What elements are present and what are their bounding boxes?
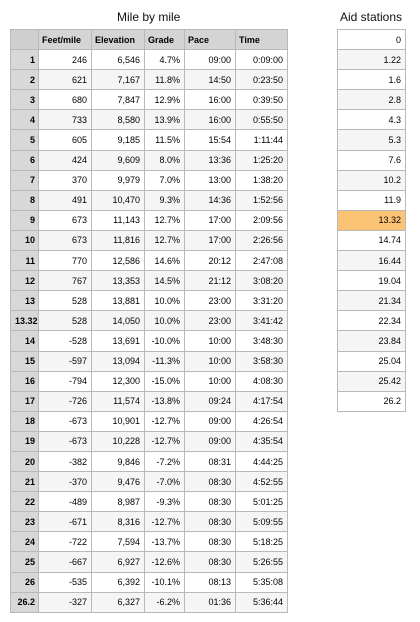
row-header-mile[interactable]: 4 — [11, 110, 39, 130]
table-row — [11, 351, 288, 371]
cell-grade[interactable]: -10.1% — [145, 572, 185, 592]
table-row — [11, 251, 288, 271]
cell-grade[interactable]: -12.6% — [145, 552, 185, 572]
row-header-mile[interactable]: 11 — [11, 251, 39, 271]
table-row — [11, 150, 288, 170]
cell-grade[interactable]: 10.0% — [145, 291, 185, 311]
column-header-elevation[interactable]: Elevation — [92, 30, 145, 50]
cell-feet-per-mile[interactable]: -673 — [39, 411, 92, 431]
cell-pace[interactable]: 13:00 — [185, 170, 236, 190]
cell-grade[interactable]: -7.2% — [145, 451, 185, 471]
header-row — [11, 30, 288, 50]
cell-elevation[interactable]: 8,580 — [92, 110, 145, 130]
cell-feet-per-mile[interactable]: -671 — [39, 512, 92, 532]
aid-station-mile-cell[interactable]: 4.3 — [338, 110, 406, 130]
cell-pace[interactable]: 09:00 — [185, 50, 236, 70]
cell-pace[interactable]: 17:00 — [185, 230, 236, 250]
table-row — [11, 512, 288, 532]
cell-grade[interactable]: 9.3% — [145, 190, 185, 210]
cell-time[interactable]: 5:01:25 — [236, 492, 288, 512]
cell-feet-per-mile[interactable]: 370 — [39, 170, 92, 190]
table-row — [11, 130, 288, 150]
cell-grade[interactable]: 14.6% — [145, 251, 185, 271]
column-header-pace[interactable]: Pace — [185, 30, 236, 50]
aid-station-row — [338, 371, 406, 391]
row-header-mile[interactable]: 7 — [11, 170, 39, 190]
aid-station-mile-cell[interactable]: 7.6 — [338, 150, 406, 170]
cell-time[interactable]: 5:36:44 — [236, 592, 288, 612]
aid-station-row — [338, 130, 406, 150]
cell-pace[interactable]: 17:00 — [185, 210, 236, 230]
aid-station-mile-cell[interactable]: 22.34 — [338, 311, 406, 331]
cell-elevation[interactable]: 9,185 — [92, 130, 145, 150]
aid-station-row — [338, 110, 406, 130]
cell-feet-per-mile[interactable]: 770 — [39, 251, 92, 271]
cell-elevation[interactable]: 9,846 — [92, 451, 145, 471]
table-row — [11, 271, 288, 291]
cell-elevation[interactable]: 9,979 — [92, 170, 145, 190]
cell-pace[interactable]: 14:36 — [185, 190, 236, 210]
cell-feet-per-mile[interactable]: -673 — [39, 431, 92, 451]
table-row — [11, 230, 288, 250]
cell-pace[interactable]: 23:00 — [185, 311, 236, 331]
cell-grade[interactable]: 12.7% — [145, 230, 185, 250]
cell-grade[interactable]: -13.7% — [145, 532, 185, 552]
cell-elevation[interactable]: 6,927 — [92, 552, 145, 572]
cell-time[interactable]: 2:47:08 — [236, 251, 288, 271]
cell-grade[interactable]: 13.9% — [145, 110, 185, 130]
cell-elevation[interactable]: 6,546 — [92, 50, 145, 70]
aid-station-row — [338, 351, 406, 371]
aid-station-mile-cell[interactable]: 14.74 — [338, 230, 406, 250]
cell-grade[interactable]: -11.3% — [145, 351, 185, 371]
aid-station-row — [338, 30, 406, 50]
cell-pace[interactable]: 10:00 — [185, 331, 236, 351]
aid-station-row — [338, 311, 406, 331]
cell-pace[interactable]: 09:24 — [185, 391, 236, 411]
cell-pace[interactable]: 21:12 — [185, 271, 236, 291]
aid-station-mile-cell[interactable]: 5.3 — [338, 130, 406, 150]
cell-elevation[interactable]: 6,327 — [92, 592, 145, 612]
table-row — [11, 110, 288, 130]
cell-elevation[interactable]: 7,847 — [92, 90, 145, 110]
cell-time[interactable]: 3:08:20 — [236, 271, 288, 291]
cell-elevation[interactable]: 12,586 — [92, 251, 145, 271]
table-row — [11, 391, 288, 411]
cell-time[interactable]: 4:08:30 — [236, 371, 288, 391]
row-header-mile[interactable]: 13 — [11, 291, 39, 311]
cell-time[interactable]: 5:09:55 — [236, 512, 288, 532]
cell-feet-per-mile[interactable]: -794 — [39, 371, 92, 391]
table-row — [11, 572, 288, 592]
aid-station-row — [338, 331, 406, 351]
cell-elevation[interactable]: 12,300 — [92, 371, 145, 391]
aid-station-mile-cell[interactable]: 23.84 — [338, 331, 406, 351]
cell-time[interactable]: 3:48:30 — [236, 331, 288, 351]
aid-station-row — [338, 251, 406, 271]
cell-time[interactable]: 4:17:54 — [236, 391, 288, 411]
row-header-mile[interactable]: 18 — [11, 411, 39, 431]
table-row — [11, 371, 288, 391]
row-header-mile[interactable]: 21 — [11, 472, 39, 492]
cell-elevation[interactable]: 13,881 — [92, 291, 145, 311]
cell-pace[interactable]: 08:30 — [185, 552, 236, 572]
cell-grade[interactable]: 10.0% — [145, 311, 185, 331]
cell-time[interactable]: 1:25:20 — [236, 150, 288, 170]
table-row — [11, 592, 288, 612]
cell-pace[interactable]: 08:13 — [185, 572, 236, 592]
cell-elevation[interactable]: 9,476 — [92, 472, 145, 492]
table-row — [11, 492, 288, 512]
row-header-mile[interactable]: 26 — [11, 572, 39, 592]
row-header-mile[interactable]: 1 — [11, 50, 39, 70]
cell-elevation[interactable]: 10,228 — [92, 431, 145, 451]
cell-feet-per-mile[interactable]: 491 — [39, 190, 92, 210]
cell-feet-per-mile[interactable]: 621 — [39, 70, 92, 90]
cell-pace[interactable]: 09:00 — [185, 431, 236, 451]
aid-station-mile-cell[interactable]: 10.2 — [338, 170, 406, 190]
table-row — [11, 70, 288, 90]
cell-feet-per-mile[interactable]: -722 — [39, 532, 92, 552]
table-row — [11, 50, 288, 70]
cell-time[interactable]: 3:58:30 — [236, 351, 288, 371]
cell-elevation[interactable]: 6,392 — [92, 572, 145, 592]
cell-grade[interactable]: -10.0% — [145, 331, 185, 351]
cell-grade[interactable]: -6.2% — [145, 592, 185, 612]
cell-grade[interactable]: -7.0% — [145, 472, 185, 492]
cell-feet-per-mile[interactable]: 673 — [39, 210, 92, 230]
cell-grade[interactable]: 14.5% — [145, 271, 185, 291]
cell-elevation[interactable]: 9,609 — [92, 150, 145, 170]
cell-pace[interactable]: 01:36 — [185, 592, 236, 612]
cell-feet-per-mile[interactable]: 673 — [39, 230, 92, 250]
aid-station-mile-cell[interactable]: 25.42 — [338, 371, 406, 391]
table-row — [11, 210, 288, 230]
aid-stations-table — [337, 29, 406, 412]
cell-feet-per-mile[interactable]: -528 — [39, 331, 92, 351]
cell-pace[interactable]: 14:50 — [185, 70, 236, 90]
column-header-grade[interactable]: Grade — [145, 30, 185, 50]
row-header-mile[interactable]: 23 — [11, 512, 39, 532]
row-header-mile[interactable]: 19 — [11, 431, 39, 451]
aid-station-mile-cell[interactable]: 1.6 — [338, 70, 406, 90]
row-header-mile[interactable]: 10 — [11, 230, 39, 250]
cell-time[interactable]: 3:31:20 — [236, 291, 288, 311]
cell-time[interactable]: 0:39:50 — [236, 90, 288, 110]
cell-elevation[interactable]: 8,987 — [92, 492, 145, 512]
cell-elevation[interactable]: 10,470 — [92, 190, 145, 210]
cell-elevation[interactable]: 11,574 — [92, 391, 145, 411]
row-header-mile[interactable]: 3 — [11, 90, 39, 110]
cell-pace[interactable]: 08:30 — [185, 532, 236, 552]
aid-station-row — [338, 291, 406, 311]
row-header-mile[interactable]: 16 — [11, 371, 39, 391]
cell-pace[interactable]: 20:12 — [185, 251, 236, 271]
table-row — [11, 532, 288, 552]
cell-elevation[interactable]: 13,094 — [92, 351, 145, 371]
cell-time[interactable]: 0:09:00 — [236, 50, 288, 70]
cell-elevation[interactable]: 14,050 — [92, 311, 145, 331]
cell-time[interactable]: 5:26:55 — [236, 552, 288, 572]
cell-feet-per-mile[interactable]: 528 — [39, 311, 92, 331]
table-row — [11, 311, 288, 331]
cell-time[interactable]: 5:18:25 — [236, 532, 288, 552]
cell-time[interactable]: 1:11:44 — [236, 130, 288, 150]
corner-cell[interactable] — [11, 30, 39, 50]
cell-grade[interactable]: -12.7% — [145, 512, 185, 532]
column-header-feet-per-mile[interactable]: Feet/mile — [39, 30, 92, 50]
table-row — [11, 170, 288, 190]
cell-pace[interactable]: 08:30 — [185, 492, 236, 512]
row-header-mile[interactable]: 2 — [11, 70, 39, 90]
cell-feet-per-mile[interactable]: -327 — [39, 592, 92, 612]
cell-elevation[interactable]: 7,594 — [92, 532, 145, 552]
cell-feet-per-mile[interactable]: -489 — [39, 492, 92, 512]
cell-elevation[interactable]: 13,691 — [92, 331, 145, 351]
cell-time[interactable]: 4:44:25 — [236, 451, 288, 471]
cell-pace[interactable]: 08:30 — [185, 472, 236, 492]
aid-station-row — [338, 190, 406, 210]
aid-station-row — [338, 271, 406, 291]
cell-feet-per-mile[interactable]: -535 — [39, 572, 92, 592]
cell-feet-per-mile[interactable]: 733 — [39, 110, 92, 130]
aid-station-mile-cell[interactable]: 2.8 — [338, 90, 406, 110]
cell-elevation[interactable]: 8,316 — [92, 512, 145, 532]
cell-pace[interactable]: 10:00 — [185, 351, 236, 371]
cell-pace[interactable]: 16:00 — [185, 110, 236, 130]
cell-time[interactable]: 3:41:42 — [236, 311, 288, 331]
row-header-mile[interactable]: 12 — [11, 271, 39, 291]
table-row — [11, 291, 288, 311]
cell-grade[interactable]: 11.5% — [145, 130, 185, 150]
aid-stations-title: Aid stations — [340, 10, 403, 24]
aid-station-row — [338, 230, 406, 250]
table-row — [11, 90, 288, 110]
cell-feet-per-mile[interactable]: 767 — [39, 271, 92, 291]
aid-station-row — [338, 210, 406, 230]
aid-station-mile-cell[interactable]: 26.2 — [338, 391, 406, 411]
cell-grade[interactable]: 12.7% — [145, 210, 185, 230]
row-header-mile[interactable]: 22 — [11, 492, 39, 512]
cell-elevation[interactable]: 7,167 — [92, 70, 145, 90]
cell-grade[interactable]: 7.0% — [145, 170, 185, 190]
cell-time[interactable]: 4:52:55 — [236, 472, 288, 492]
cell-elevation[interactable]: 10,901 — [92, 411, 145, 431]
table-row — [11, 411, 288, 431]
row-header-mile[interactable]: 8 — [11, 190, 39, 210]
cell-pace[interactable]: 23:00 — [185, 291, 236, 311]
cell-grade[interactable]: 4.7% — [145, 50, 185, 70]
mile-by-mile-table — [10, 29, 288, 613]
row-header-mile[interactable]: 13.32 — [11, 311, 39, 331]
cell-feet-per-mile[interactable]: 605 — [39, 130, 92, 150]
aid-station-mile-cell[interactable]: 16.44 — [338, 251, 406, 271]
cell-time[interactable]: 1:38:20 — [236, 170, 288, 190]
cell-pace[interactable]: 09:00 — [185, 411, 236, 431]
cell-grade[interactable]: 8.0% — [145, 150, 185, 170]
table-row — [11, 190, 288, 210]
mile-by-mile-title: Mile by mile — [117, 10, 181, 24]
cell-elevation[interactable]: 11,143 — [92, 210, 145, 230]
aid-station-mile-cell[interactable]: 21.34 — [338, 291, 406, 311]
cell-time[interactable]: 2:26:56 — [236, 230, 288, 250]
aid-station-mile-cell[interactable]: 25.04 — [338, 351, 406, 371]
row-header-mile[interactable]: 25 — [11, 552, 39, 572]
cell-elevation[interactable]: 11,816 — [92, 230, 145, 250]
cell-pace[interactable]: 13:36 — [185, 150, 236, 170]
aid-station-row — [338, 70, 406, 90]
cell-grade[interactable]: -15.0% — [145, 371, 185, 391]
cell-feet-per-mile[interactable]: 246 — [39, 50, 92, 70]
row-header-mile[interactable]: 17 — [11, 391, 39, 411]
table-row — [11, 472, 288, 492]
cell-feet-per-mile[interactable]: 528 — [39, 291, 92, 311]
aid-station-mile-cell[interactable]: 11.9 — [338, 190, 406, 210]
aid-station-mile-cell[interactable]: 0 — [338, 30, 406, 50]
cell-grade[interactable]: -12.7% — [145, 431, 185, 451]
table-row — [11, 552, 288, 572]
table-row — [11, 431, 288, 451]
cell-feet-per-mile[interactable]: -726 — [39, 391, 92, 411]
row-header-mile[interactable]: 5 — [11, 130, 39, 150]
aid-station-row — [338, 90, 406, 110]
cell-feet-per-mile[interactable]: -370 — [39, 472, 92, 492]
cell-pace[interactable]: 10:00 — [185, 371, 236, 391]
cell-grade[interactable]: 12.9% — [145, 90, 185, 110]
row-header-mile[interactable]: 20 — [11, 451, 39, 471]
cell-pace[interactable]: 15:54 — [185, 130, 236, 150]
cell-time[interactable]: 0:23:50 — [236, 70, 288, 90]
cell-elevation[interactable]: 13,353 — [92, 271, 145, 291]
cell-pace[interactable]: 08:30 — [185, 512, 236, 532]
aid-station-row — [338, 391, 406, 411]
row-header-mile[interactable]: 24 — [11, 532, 39, 552]
cell-time[interactable]: 2:09:56 — [236, 210, 288, 230]
cell-feet-per-mile[interactable]: -597 — [39, 351, 92, 371]
aid-station-row — [338, 170, 406, 190]
row-header-mile[interactable]: 6 — [11, 150, 39, 170]
table-row — [11, 451, 288, 471]
cell-pace[interactable]: 16:00 — [185, 90, 236, 110]
cell-time[interactable]: 0:55:50 — [236, 110, 288, 130]
cell-feet-per-mile[interactable]: 424 — [39, 150, 92, 170]
cell-feet-per-mile[interactable]: -382 — [39, 451, 92, 471]
aid-station-mile-cell[interactable]: 13.32 — [338, 210, 406, 230]
aid-station-mile-cell[interactable]: 1.22 — [338, 50, 406, 70]
cell-grade[interactable]: 11.8% — [145, 70, 185, 90]
cell-time[interactable]: 4:26:54 — [236, 411, 288, 431]
row-header-mile[interactable]: 14 — [11, 331, 39, 351]
cell-time[interactable]: 1:52:56 — [236, 190, 288, 210]
cell-grade[interactable]: -9.3% — [145, 492, 185, 512]
column-header-time[interactable]: Time — [236, 30, 288, 50]
cell-time[interactable]: 4:35:54 — [236, 431, 288, 451]
row-header-mile[interactable]: 26.2 — [11, 592, 39, 612]
row-header-mile[interactable]: 15 — [11, 351, 39, 371]
cell-grade[interactable]: -13.8% — [145, 391, 185, 411]
aid-station-row — [338, 150, 406, 170]
aid-station-mile-cell[interactable]: 19.04 — [338, 271, 406, 291]
cell-pace[interactable]: 08:31 — [185, 451, 236, 471]
cell-grade[interactable]: -12.7% — [145, 411, 185, 431]
table-row — [11, 331, 288, 351]
aid-station-row — [338, 50, 406, 70]
cell-feet-per-mile[interactable]: 680 — [39, 90, 92, 110]
row-header-mile[interactable]: 9 — [11, 210, 39, 230]
cell-time[interactable]: 5:35:08 — [236, 572, 288, 592]
cell-feet-per-mile[interactable]: -667 — [39, 552, 92, 572]
